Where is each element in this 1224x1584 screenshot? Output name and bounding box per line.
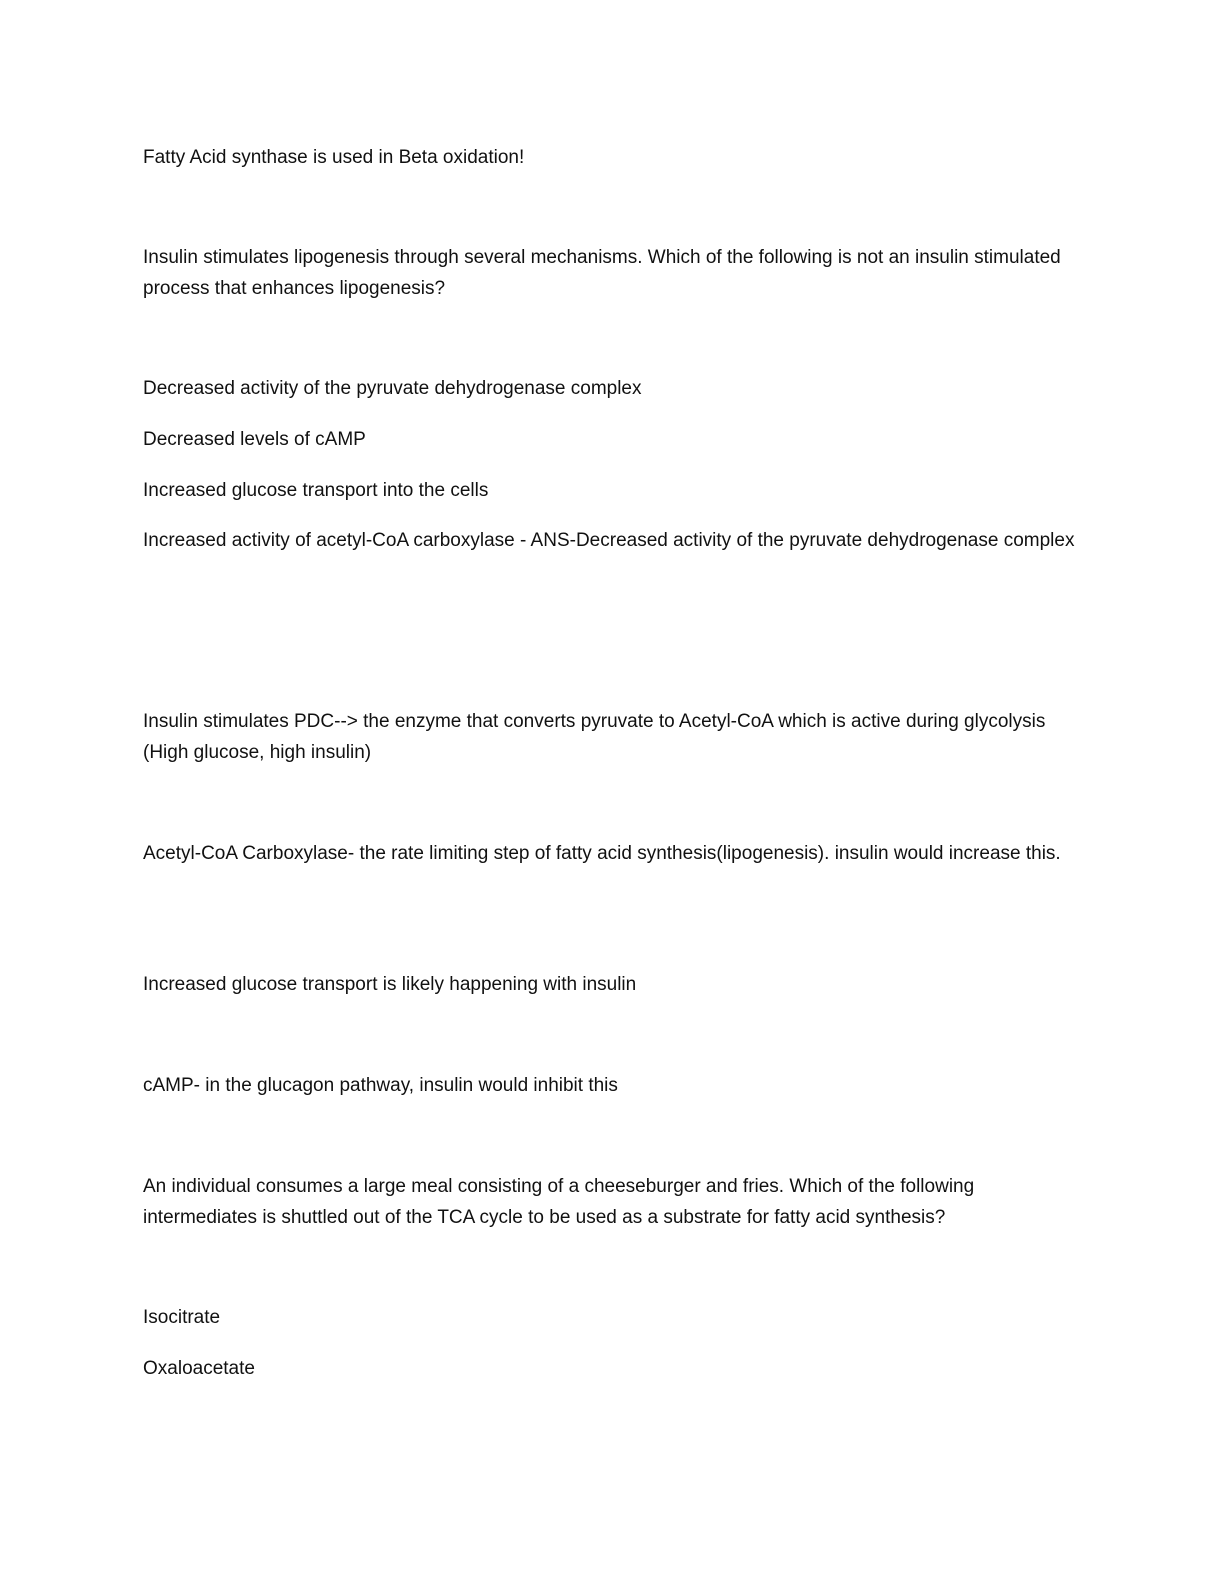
explanation-camp: cAMP- in the glucagon pathway, insulin would inhibit this <box>143 1075 618 1096</box>
option-isocitrate: Isocitrate <box>143 1307 221 1328</box>
option-increased-acc-with-answer: Increased activity of acetyl-CoA carboxylase - ANS-Decreased activity of the pyruvate dehydrogenase complex <box>143 530 1075 551</box>
option-decreased-camp: Decreased levels of cAMP <box>143 429 366 450</box>
explanation-glucose-transport: Increased glucose transport is likely happening with insulin <box>143 974 637 995</box>
question-tca-intermediate: An individual consumes a large meal consisting of a cheeseburger and fries. Which of the following intermediates is shuttled out of the TCA cycle to be used as a substrate for fatty acid synthesis? <box>143 1176 975 1228</box>
option-decreased-pdc: Decreased activity of the pyruvate dehydrogenase complex <box>143 378 642 399</box>
explanation-acc: Acetyl-CoA Carboxylase- the rate limiting step of fatty acid synthesis(lipogenesis). insulin would increase this. <box>143 843 1061 864</box>
explanation-pdc: Insulin stimulates PDC--> the enzyme that converts pyruvate to Acetyl-CoA which is active during glycolysis (High glucose, high insulin) <box>143 711 1046 763</box>
note-beta-oxidation: Fatty Acid synthase is used in Beta oxidation! <box>143 147 525 168</box>
option-increased-glucose-transport: Increased glucose transport into the cells <box>143 480 489 501</box>
question-insulin-lipogenesis: Insulin stimulates lipogenesis through several mechanisms. Which of the following is not an insulin stimulated process that enhances lipogenesis? <box>143 247 1061 299</box>
option-oxaloacetate: Oxaloacetate <box>143 1358 255 1379</box>
